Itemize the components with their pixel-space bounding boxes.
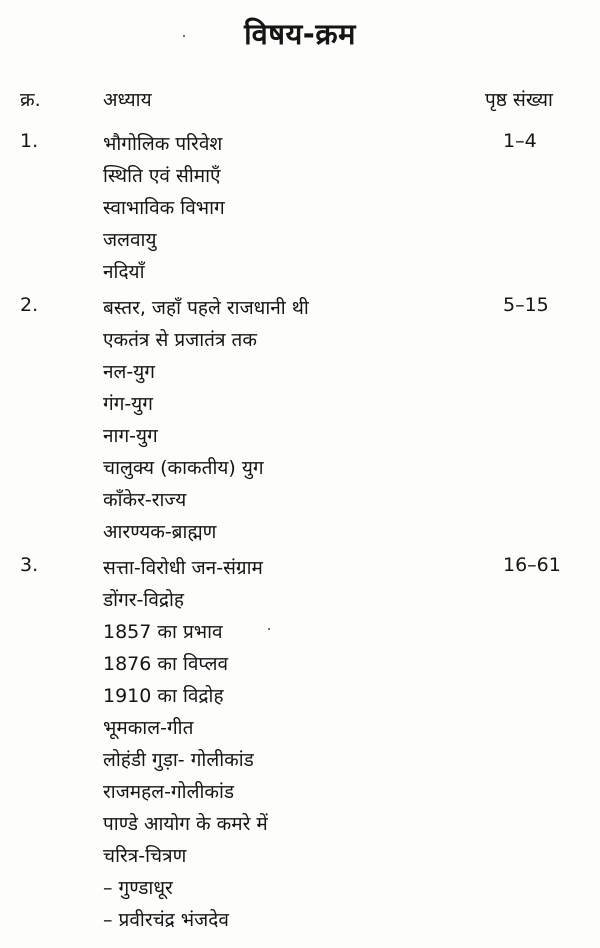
section-item: आरण्यक-ब्राह्मण xyxy=(103,521,217,543)
section-item: एकतंत्र से प्रजातंत्र तक xyxy=(103,329,257,351)
section-item: सत्ता-विरोधी जन-संग्राम xyxy=(103,557,263,579)
section-item: काँकेर-राज्य xyxy=(103,489,187,511)
section-item: पाण्डे आयोग के कमरे में xyxy=(103,813,268,835)
section-item: चरित्र-चित्रण xyxy=(103,845,187,867)
page-title: विषय-क्रम xyxy=(244,17,356,51)
chapter-number: 2. xyxy=(20,294,39,316)
section-item: जलवायु xyxy=(103,229,157,251)
chapter-pages: 16–61 xyxy=(503,554,561,576)
section-item: – प्रवीरचंद्र भंजदेव xyxy=(103,909,229,931)
section-item: भूमकाल-गीत xyxy=(103,717,194,739)
section-item: चालुक्य (काकतीय) युग xyxy=(103,457,264,479)
chapter-pages: 1–4 xyxy=(503,130,537,152)
section-item: – गुण्डाधूर xyxy=(103,877,173,899)
section-item: भौगोलिक परिवेश xyxy=(103,133,223,155)
section-item: 1876 का विप्लव xyxy=(103,653,229,675)
section-item: बस्तर, जहाँ पहले राजधानी थी xyxy=(103,297,309,319)
column-header-number: क्र. xyxy=(20,89,41,111)
section-item: नाग-युग xyxy=(103,425,158,447)
section-item: लोहंडी गुड़ा- गोलीकांड xyxy=(103,749,254,771)
section-item: डोंगर-विद्रोह xyxy=(103,589,184,611)
scan-speck xyxy=(183,35,185,37)
section-item: 1910 का विद्रोह xyxy=(103,685,224,707)
section-item: नदियाँ xyxy=(103,261,145,283)
column-header-page: पृष्ठ संख्या xyxy=(485,89,553,111)
section-item: नल-युग xyxy=(103,361,156,383)
chapter-pages: 5–15 xyxy=(503,294,549,316)
scan-speck xyxy=(268,628,270,630)
section-item: राजमहल-गोलीकांड xyxy=(103,781,235,803)
section-item: गंग-युग xyxy=(103,393,153,415)
section-item: 1857 का प्रभाव xyxy=(103,621,223,643)
chapter-number: 3. xyxy=(20,554,39,576)
section-item: स्वाभाविक विभाग xyxy=(103,197,225,219)
column-header-chapter: अध्याय xyxy=(103,89,152,111)
section-item: स्थिति एवं सीमाएँ xyxy=(103,165,221,187)
chapter-number: 1. xyxy=(20,130,39,152)
